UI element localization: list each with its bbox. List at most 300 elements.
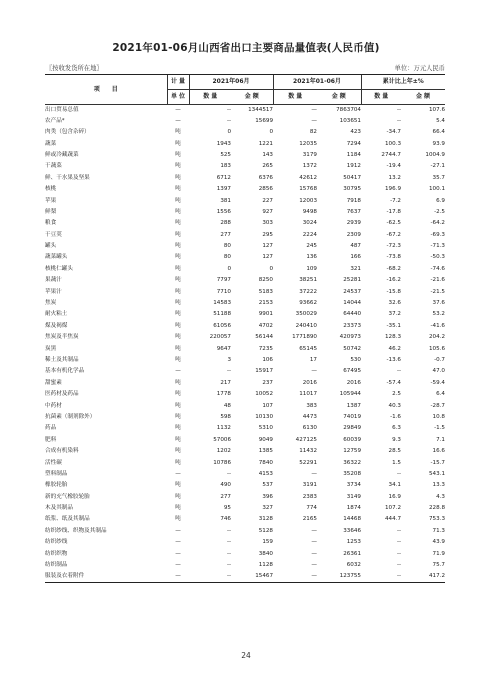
row-ytd-amount: 50742 xyxy=(343,345,361,352)
row-growth-amount: 93.9 xyxy=(432,140,445,147)
row-unit: 吨 xyxy=(175,322,181,329)
table-row xyxy=(45,275,445,286)
row-growth-amount: 75.7 xyxy=(432,562,445,569)
row-month-amount: 2153 xyxy=(258,300,273,307)
row-unit: — xyxy=(175,527,181,534)
row-growth-qty: -- xyxy=(396,527,401,534)
table-row xyxy=(45,378,445,389)
row-month-amount: 127 xyxy=(262,243,273,250)
row-growth-amount: 66.4 xyxy=(432,129,445,136)
row-ytd-qty: 9498 xyxy=(302,208,317,215)
row-unit: 吨 xyxy=(175,379,181,386)
row-ytd-qty: 3024 xyxy=(302,220,317,227)
table-row xyxy=(45,526,445,537)
table-row xyxy=(45,161,445,172)
row-item-name: 纺织纱线 xyxy=(45,539,68,546)
row-ytd-amount: 26361 xyxy=(343,550,361,557)
row-month-qty: -- xyxy=(226,106,231,113)
row-ytd-amount: 64440 xyxy=(343,311,361,318)
row-month-qty: 95 xyxy=(223,505,231,512)
row-ytd-amount: 1184 xyxy=(346,151,361,158)
row-month-qty: 1778 xyxy=(216,391,231,398)
table-row xyxy=(45,196,445,207)
row-unit: 吨 xyxy=(175,448,181,455)
header-amt: 金 额 xyxy=(401,90,445,105)
row-item-name: 鲜或冷藏蔬菜 xyxy=(45,151,79,158)
row-ytd-qty: 240410 xyxy=(295,322,317,329)
table-row xyxy=(45,230,445,241)
row-item-name: 煤及褐煤 xyxy=(45,322,68,329)
row-growth-qty: -- xyxy=(396,550,401,557)
row-month-qty: -- xyxy=(226,368,231,375)
row-ytd-qty: — xyxy=(311,106,317,113)
row-ytd-amount: 3734 xyxy=(346,482,361,489)
row-item-name: 肥料 xyxy=(45,436,57,443)
row-unit: — xyxy=(175,368,181,375)
row-unit: — xyxy=(175,550,181,557)
row-growth-amount: 16.6 xyxy=(432,448,445,455)
row-ytd-amount: 60039 xyxy=(343,436,361,443)
row-ytd-qty: 245 xyxy=(306,243,317,250)
row-growth-qty: -13.6 xyxy=(386,356,401,363)
row-month-qty: 277 xyxy=(220,493,231,500)
row-month-amount: 5183 xyxy=(258,288,273,295)
row-ytd-amount: 24537 xyxy=(343,288,361,295)
row-unit: 吨 xyxy=(175,300,181,307)
row-growth-amount: 5.4 xyxy=(436,117,445,124)
row-item-name: 服装及衣着附件 xyxy=(45,572,167,583)
row-ytd-qty: 4473 xyxy=(302,413,317,420)
row-growth-qty: 34.1 xyxy=(388,482,401,489)
table-row xyxy=(45,412,445,423)
row-unit: 吨 xyxy=(175,186,181,193)
row-month-amount: 265 xyxy=(262,163,273,170)
row-unit: 吨 xyxy=(175,345,181,352)
row-item-name: 鲜梨 xyxy=(45,208,57,215)
row-growth-qty: 1.5 xyxy=(392,459,401,466)
row-ytd-amount: 423 xyxy=(350,129,361,136)
row-item-name: 木及其制品 xyxy=(45,505,73,512)
row-ytd-amount: 166 xyxy=(350,254,361,261)
row-month-qty: 277 xyxy=(220,231,231,238)
row-growth-amount: -28.7 xyxy=(430,402,445,409)
row-growth-qty: -57.4 xyxy=(386,379,401,386)
row-month-qty: 490 xyxy=(220,482,231,489)
row-unit: — xyxy=(175,470,181,477)
row-growth-qty: -72.3 xyxy=(386,243,401,250)
row-item-name: 鲜、干水果及坚果 xyxy=(45,174,90,181)
row-growth-amount: -1.5 xyxy=(434,425,445,432)
row-month-amount: 5310 xyxy=(258,425,273,432)
row-growth-amount: 53.2 xyxy=(432,311,445,318)
unit-note: 单位：万元人民币 xyxy=(394,65,445,72)
row-month-qty: 0 xyxy=(227,129,231,136)
page-title: 2021年01-06月山西省出口主要商品量值表(人民币值) xyxy=(112,42,380,54)
row-unit: 吨 xyxy=(175,277,181,284)
row-growth-amount: -71.3 xyxy=(430,243,445,250)
row-unit: 吨 xyxy=(175,220,181,227)
table-row xyxy=(45,298,445,309)
row-growth-qty: 40.3 xyxy=(388,402,401,409)
row-month-qty: 6712 xyxy=(216,174,231,181)
row-item-name: 炭黑 xyxy=(45,345,57,352)
row-item-name: 苹果 xyxy=(45,197,57,204)
row-ytd-amount: 2016 xyxy=(346,379,361,386)
row-ytd-amount: 74019 xyxy=(343,413,361,420)
row-month-amount: 227 xyxy=(262,197,273,204)
row-month-qty: 3 xyxy=(227,356,231,363)
row-month-qty: 598 xyxy=(220,413,231,420)
row-unit: 吨 xyxy=(175,425,181,432)
row-unit: 吨 xyxy=(175,254,181,261)
row-unit: — xyxy=(175,106,181,113)
row-growth-qty: -7.2 xyxy=(390,197,401,204)
row-month-qty: 61056 xyxy=(213,322,231,329)
row-growth-amount: 47.0 xyxy=(432,368,445,375)
row-month-amount: 396 xyxy=(262,493,273,500)
table-row xyxy=(45,321,445,332)
row-growth-amount: 10.8 xyxy=(432,413,445,420)
row-growth-qty: 16.9 xyxy=(388,493,401,500)
row-growth-amount: 71.3 xyxy=(432,527,445,534)
table-row xyxy=(45,173,445,184)
row-growth-amount: -21.6 xyxy=(430,277,445,284)
row-item-name: 粮食 xyxy=(45,220,57,227)
row-growth-qty: -62.5 xyxy=(386,220,401,227)
row-ytd-qty: 136 xyxy=(306,254,317,261)
row-item-name: 焦炭及半焦炭 xyxy=(45,334,79,341)
row-growth-qty: 9.3 xyxy=(392,436,401,443)
row-month-qty: 525 xyxy=(220,151,231,158)
row-ytd-amount: 14468 xyxy=(343,516,361,523)
row-month-amount: 303 xyxy=(262,220,273,227)
row-ytd-amount: 103651 xyxy=(339,117,361,124)
row-unit: 吨 xyxy=(175,197,181,204)
row-ytd-qty: 93662 xyxy=(299,300,317,307)
row-growth-qty: -34.7 xyxy=(386,129,401,136)
row-growth-amount: 37.6 xyxy=(432,300,445,307)
row-month-amount: 4153 xyxy=(258,470,273,477)
row-item-name: 橡胶轮胎 xyxy=(45,482,68,489)
row-month-amount: 1385 xyxy=(258,448,273,455)
row-growth-qty: -68.2 xyxy=(386,265,401,272)
row-ytd-qty: 1771890 xyxy=(292,334,317,341)
row-ytd-qty: 350029 xyxy=(295,311,317,318)
row-ytd-amount: 29849 xyxy=(343,425,361,432)
row-growth-qty: -17.8 xyxy=(386,208,401,215)
row-month-amount: 0 xyxy=(269,265,273,272)
row-item-name: 中药材 xyxy=(45,402,62,409)
table-row xyxy=(45,572,445,583)
row-growth-qty: -15.8 xyxy=(386,288,401,295)
row-unit: 吨 xyxy=(175,436,181,443)
table-row xyxy=(45,116,445,127)
row-ytd-amount: 30795 xyxy=(343,186,361,193)
row-ytd-amount: 1387 xyxy=(346,402,361,409)
row-month-amount: 106 xyxy=(262,356,273,363)
row-ytd-qty: 2016 xyxy=(302,379,317,386)
row-unit: — xyxy=(175,539,181,546)
table-row xyxy=(45,218,445,229)
row-item-name: 农产品* xyxy=(45,117,65,124)
row-month-amount: 7840 xyxy=(258,459,273,466)
row-unit: 吨 xyxy=(175,334,181,341)
row-growth-qty: -- xyxy=(396,470,401,477)
row-growth-qty: -1.6 xyxy=(390,413,401,420)
row-item-name: 稀土及其制品 xyxy=(45,356,79,363)
row-month-qty: 7797 xyxy=(216,277,231,284)
row-month-qty: 10786 xyxy=(213,459,231,466)
row-item-name: 干豆荚 xyxy=(45,231,62,238)
row-item-name: 塑料制品 xyxy=(45,470,68,477)
row-ytd-qty: — xyxy=(311,117,317,124)
table-row xyxy=(45,105,445,116)
row-month-qty: 288 xyxy=(220,220,231,227)
table-row xyxy=(45,389,445,400)
table-row xyxy=(45,366,445,377)
row-ytd-amount: 7637 xyxy=(346,208,361,215)
row-ytd-amount: 3149 xyxy=(346,493,361,500)
header-amt: 金 额 xyxy=(317,90,361,105)
table-row xyxy=(45,560,445,571)
location-basis-note: 〖按收发货所在地〗 xyxy=(46,65,103,72)
row-ytd-qty: 65145 xyxy=(299,345,317,352)
row-growth-amount: 105.6 xyxy=(428,345,445,352)
row-ytd-qty: 12035 xyxy=(299,140,317,147)
row-month-amount: 1344517 xyxy=(248,106,273,113)
row-ytd-amount: 7294 xyxy=(346,140,361,147)
table-row xyxy=(45,549,445,560)
table-row xyxy=(45,446,445,457)
row-unit: 吨 xyxy=(175,413,181,420)
row-growth-qty: 100.3 xyxy=(384,140,401,147)
row-unit: 吨 xyxy=(175,459,181,466)
row-ytd-amount: 14044 xyxy=(343,300,361,307)
row-growth-qty: 2.5 xyxy=(392,391,401,398)
row-month-amount: 159 xyxy=(262,539,273,546)
page-number: 24 xyxy=(241,651,251,660)
row-ytd-amount: 321 xyxy=(350,265,361,272)
row-item-name: 核桃仁罐头 xyxy=(45,265,73,272)
table-row xyxy=(45,264,445,275)
row-growth-qty: -16.2 xyxy=(386,277,401,284)
table-row xyxy=(45,492,445,503)
row-growth-qty: -- xyxy=(396,117,401,124)
row-growth-amount: 417.2 xyxy=(401,572,445,583)
row-ytd-qty: 11017 xyxy=(299,391,317,398)
row-month-qty: 80 xyxy=(223,254,231,261)
row-month-qty: 183 xyxy=(220,163,231,170)
row-item-name: 耐火粘土 xyxy=(45,311,68,318)
row-unit: 吨 xyxy=(175,151,181,158)
row-growth-qty: -- xyxy=(396,106,401,113)
row-ytd-amount: 2309 xyxy=(346,231,361,238)
row-item-name: 干蔬菜 xyxy=(45,163,62,170)
header-growth: 累计比上年±% xyxy=(361,75,445,90)
row-ytd-qty: 52291 xyxy=(299,459,317,466)
table-row xyxy=(45,127,445,138)
row-ytd-amount: 1912 xyxy=(346,163,361,170)
table-row xyxy=(45,503,445,514)
row-item-name: 蔬菜罐头 xyxy=(45,254,68,261)
row-unit: 吨 xyxy=(175,356,181,363)
table-body xyxy=(45,105,445,583)
row-ytd-amount: 67495 xyxy=(343,368,361,375)
row-month-amount: 143 xyxy=(262,151,273,158)
row-ytd-qty: 2165 xyxy=(302,516,317,523)
row-ytd-amount: 33646 xyxy=(343,527,361,534)
table-row xyxy=(45,458,445,469)
row-ytd-amount: 7918 xyxy=(346,197,361,204)
row-ytd-amount: 35208 xyxy=(343,470,361,477)
row-growth-qty: -67.2 xyxy=(386,231,401,238)
table-row xyxy=(45,287,445,298)
table-row xyxy=(45,184,445,195)
table-row xyxy=(45,423,445,434)
row-growth-amount: 35.7 xyxy=(432,174,445,181)
row-item-name: 纺织纱线、织物及其制品 xyxy=(45,527,107,534)
row-month-amount: 10130 xyxy=(255,413,273,420)
row-ytd-qty: 37222 xyxy=(299,288,317,295)
row-month-qty: 1202 xyxy=(216,448,231,455)
row-ytd-amount: 7863704 xyxy=(336,106,361,113)
row-month-amount: 4702 xyxy=(258,322,273,329)
row-item-name: 纸浆、纸及其制品 xyxy=(45,516,90,523)
table-row xyxy=(45,469,445,480)
row-growth-qty: -- xyxy=(396,539,401,546)
row-ytd-qty: 1372 xyxy=(302,163,317,170)
header-qty: 数 量 xyxy=(189,90,231,105)
row-growth-amount: 43.9 xyxy=(432,539,445,546)
row-unit: 吨 xyxy=(175,243,181,250)
header-period-month: 2021年06月 xyxy=(189,75,273,90)
row-ytd-amount: 1253 xyxy=(346,539,361,546)
row-item-name: 肉类（包含杂碎） xyxy=(45,129,90,136)
row-growth-qty: -- xyxy=(396,562,401,569)
table-row xyxy=(45,355,445,366)
row-month-qty: -- xyxy=(226,470,231,477)
row-ytd-amount: 50417 xyxy=(343,174,361,181)
row-ytd-amount: 6032 xyxy=(346,562,361,569)
row-growth-qty: 13.2 xyxy=(388,174,401,181)
row-month-amount: 15699 xyxy=(255,117,273,124)
row-unit: — xyxy=(167,572,189,583)
row-ytd-amount: 1874 xyxy=(346,505,361,512)
row-month-amount: 327 xyxy=(262,505,273,512)
row-month-amount: 127 xyxy=(262,254,273,261)
row-ytd-qty: 383 xyxy=(306,402,317,409)
table-row xyxy=(45,344,445,355)
row-growth-amount: -50.3 xyxy=(430,254,445,261)
row-growth-qty: 444.7 xyxy=(384,516,401,523)
row-ytd-qty: 2383 xyxy=(302,493,317,500)
row-growth-qty: 37.2 xyxy=(388,311,401,318)
row-growth-qty: -- xyxy=(361,572,401,583)
row-unit: 吨 xyxy=(175,311,181,318)
row-item-name: 甜蜜素 xyxy=(45,379,62,386)
row-ytd-qty: — xyxy=(311,562,317,569)
row-month-amount: 3128 xyxy=(258,516,273,523)
row-ytd-qty: — xyxy=(311,368,317,375)
row-ytd-qty: 15768 xyxy=(299,186,317,193)
row-item-name: 果蔬汁 xyxy=(45,277,62,284)
row-item-name: 出口贸易总值 xyxy=(45,106,79,113)
row-growth-qty: 2744.7 xyxy=(381,151,401,158)
row-month-amount: 15917 xyxy=(255,368,273,375)
row-month-qty: 9647 xyxy=(216,345,231,352)
row-ytd-qty: 3191 xyxy=(302,482,317,489)
row-unit: — xyxy=(175,117,181,124)
row-ytd-amount: 105944 xyxy=(339,391,361,398)
row-month-qty: 746 xyxy=(220,516,231,523)
row-growth-qty: 128.3 xyxy=(384,334,401,341)
row-month-qty: 217 xyxy=(220,379,231,386)
row-ytd-amount: 530 xyxy=(350,356,361,363)
header-unit-top: 计 量 xyxy=(167,75,189,90)
row-ytd-qty: — xyxy=(311,527,317,534)
table-row xyxy=(45,537,445,548)
row-item-name: 医药材及药品 xyxy=(45,391,79,398)
row-growth-qty: -35.1 xyxy=(386,322,401,329)
row-month-amount: 537 xyxy=(262,482,273,489)
table-row xyxy=(45,401,445,412)
row-ytd-amount: 25281 xyxy=(343,277,361,284)
row-ytd-qty: 6130 xyxy=(302,425,317,432)
table-row xyxy=(45,435,445,446)
row-growth-qty: 107.2 xyxy=(384,505,401,512)
row-month-qty: 1556 xyxy=(216,208,231,215)
row-unit: 吨 xyxy=(175,482,181,489)
row-unit: 吨 xyxy=(175,231,181,238)
row-growth-amount: 6.9 xyxy=(436,197,445,204)
row-month-qty: 381 xyxy=(220,197,231,204)
row-month-qty: 14583 xyxy=(213,300,231,307)
row-month-amount: 1221 xyxy=(258,140,273,147)
header-item: 项 目 xyxy=(45,75,167,105)
row-item-name: 合成有机染料 xyxy=(45,448,79,455)
row-month-amount: 0 xyxy=(269,129,273,136)
row-ytd-amount: 123755 xyxy=(317,572,361,583)
row-growth-amount: -69.3 xyxy=(430,231,445,238)
row-growth-amount: -21.5 xyxy=(430,288,445,295)
row-unit: 吨 xyxy=(175,493,181,500)
row-month-qty: -- xyxy=(226,539,231,546)
row-growth-amount: 543.1 xyxy=(428,470,445,477)
row-month-qty: 1943 xyxy=(216,140,231,147)
row-month-amount: 295 xyxy=(262,231,273,238)
table-row xyxy=(45,241,445,252)
row-growth-amount: 228.8 xyxy=(428,505,445,512)
row-unit: 吨 xyxy=(175,265,181,272)
row-month-amount: 107 xyxy=(262,402,273,409)
row-ytd-qty: 774 xyxy=(306,505,317,512)
row-month-amount: 1128 xyxy=(258,562,273,569)
row-month-amount: 15467 xyxy=(231,572,273,583)
row-growth-qty: 32.6 xyxy=(388,300,401,307)
row-growth-amount: -27.1 xyxy=(430,163,445,170)
row-month-qty: -- xyxy=(226,527,231,534)
table-row xyxy=(45,253,445,264)
row-ytd-amount: 36322 xyxy=(343,459,361,466)
table-row xyxy=(45,150,445,161)
row-month-qty: 0 xyxy=(227,265,231,272)
row-month-qty: -- xyxy=(226,117,231,124)
row-month-amount: 2856 xyxy=(258,186,273,193)
row-month-qty: -- xyxy=(226,562,231,569)
row-month-amount: 8250 xyxy=(258,277,273,284)
header-period-ytd: 2021年01-06月 xyxy=(273,75,361,90)
row-item-name: 焦炭 xyxy=(45,300,57,307)
